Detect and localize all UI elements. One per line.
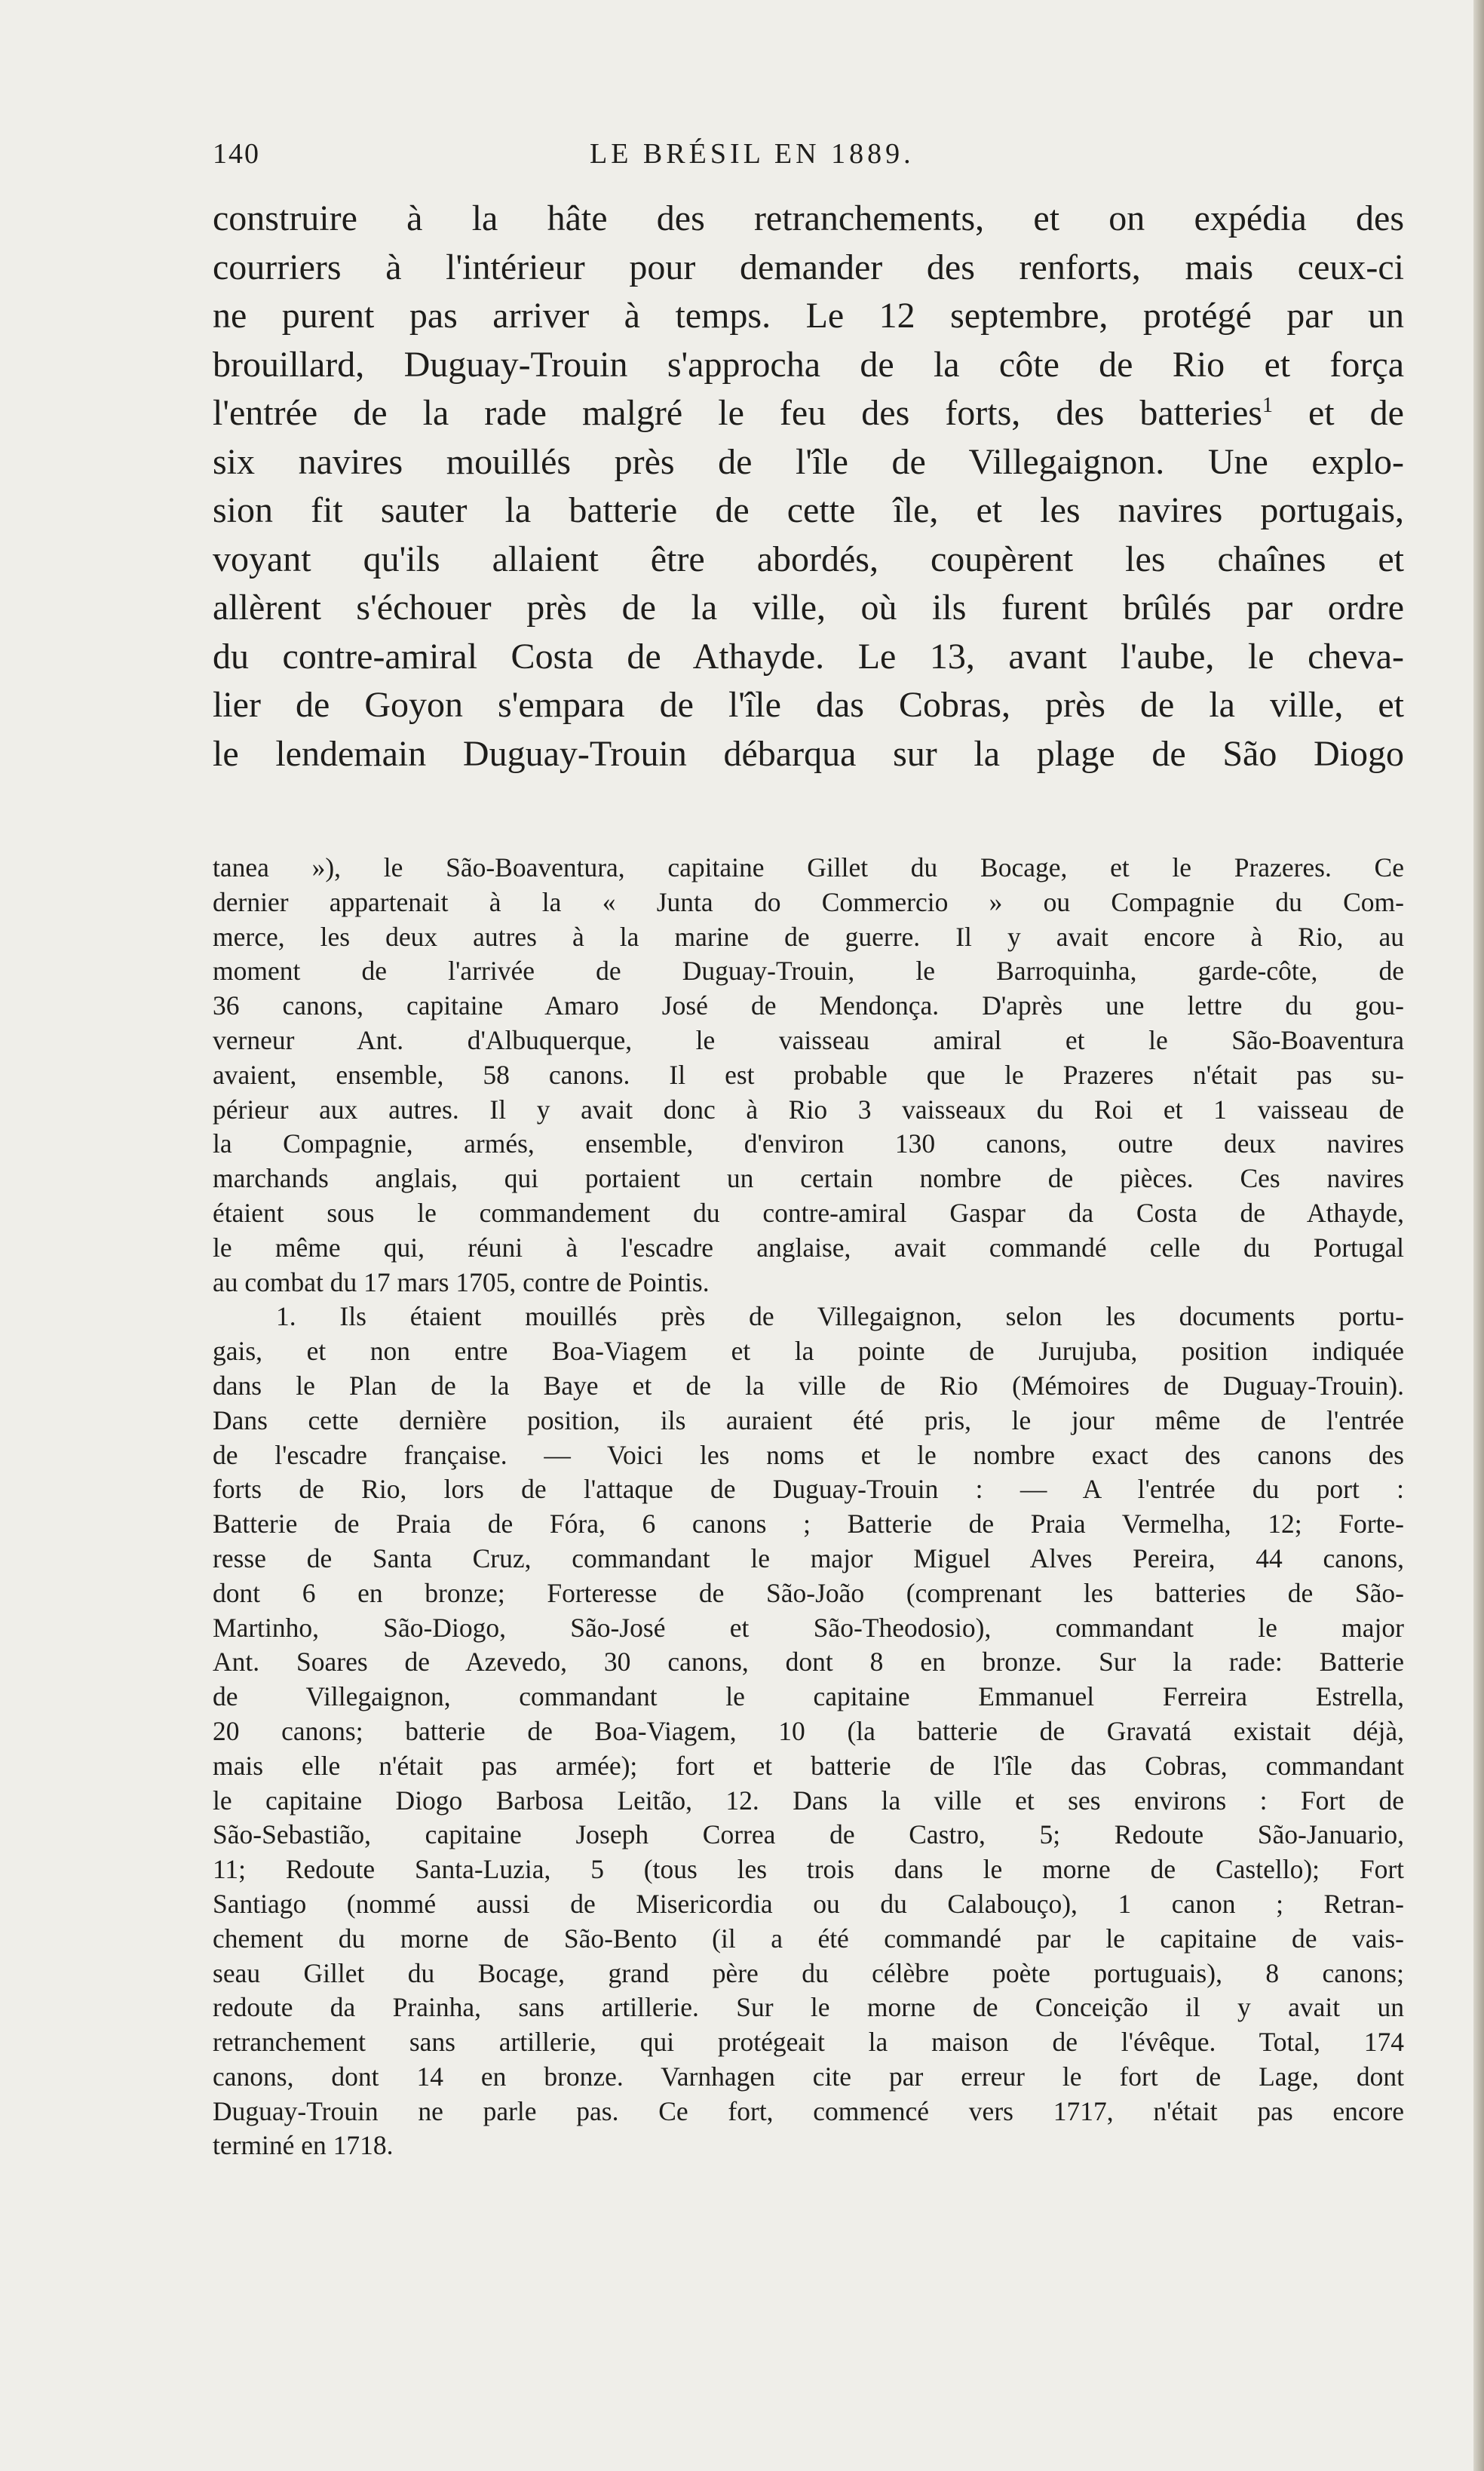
- footnote-line: São-Sebastião, capitaine Joseph Correa de Castro, 5; Redoute São-Januario,: [213, 1819, 1404, 1850]
- note-line: moment de l'arrivée de Duguay-Trouin, le Barroquinha, garde-côte, de: [213, 956, 1404, 987]
- main-line: voyant qu'ils allaient être abordés, coupèrent les chaînes et: [213, 539, 1404, 579]
- footnote-line: forts de Rio, lors de l'attaque de Duguay-Trouin : — A l'entrée du port :: [213, 1474, 1404, 1505]
- page-number: 140: [213, 138, 260, 170]
- footnote-reference: 1: [1262, 394, 1273, 417]
- main-text: [213, 195, 1404, 778]
- footnote-line: dans le Plan de la Baye et de la ville de Rio (Mémoires de Duguay-Trouin).: [213, 1370, 1404, 1401]
- footnote-line: Santiago (nommé aussi de Misericordia ou du Calabouço), 1 canon ; Retran-: [213, 1888, 1404, 1919]
- footnote-line: terminé en 1718.: [213, 2130, 394, 2161]
- main-line: six navires mouillés près de l'île de Villegaignon. Une explo-: [213, 441, 1404, 482]
- footnote-line: retranchement sans artillerie, qui protégeait la maison de l'évêque. Total, 174: [213, 2027, 1404, 2058]
- footnote-line: Martinho, São-Diogo, São-José et São-Theodosio), commandant le major: [213, 1612, 1404, 1643]
- footnote-line: le capitaine Diogo Barbosa Leitão, 12. Dans la ville et ses environs : Fort de: [213, 1785, 1404, 1816]
- main-line: sion fit sauter la batterie de cette île, et les navires portugais,: [213, 490, 1404, 530]
- footnote-line: resse de Santa Cruz, commandant le major Miguel Alves Pereira, 44 canons,: [213, 1542, 1404, 1573]
- footnote-line: Dans cette dernière position, ils auraient été pris, le jour même de l'entrée: [213, 1404, 1404, 1435]
- footnote-line: seau Gillet du Bocage, grand père du célèbre poète portuguais), 8 canons;: [213, 1957, 1404, 1988]
- footnote-line: chement du morne de São-Bento (il a été commandé par le capitaine de vais-: [213, 1923, 1404, 1954]
- footnote-1: [213, 1300, 1404, 2163]
- footnote-line: de l'escadre française. — Voici les noms et le nombre exact des canons des: [213, 1439, 1404, 1470]
- footnote-line: Duguay-Trouin ne parle pas. Ce fort, commencé vers 1717, n'était pas encore: [213, 2095, 1404, 2126]
- main-line: courriers à l'intérieur pour demander des renforts, mais ceux-ci: [213, 247, 1404, 287]
- footnote-line: mais elle n'était pas armée); fort et batterie de l'île das Cobras, commandant: [213, 1750, 1404, 1781]
- main-line: lier de Goyon s'empara de l'île das Cobras, près de la ville, et: [213, 685, 1404, 725]
- note-line: la Compagnie, armés, ensemble, d'environ 130 canons, outre deux navires: [213, 1128, 1404, 1159]
- footnote-line: redoute da Prainha, sans artillerie. Sur le morne de Conceição il y avait un: [213, 1992, 1404, 2023]
- note-line: 36 canons, capitaine Amaro José de Mendonça. D'après une lettre du gou-: [213, 990, 1404, 1021]
- footnote-line: 11; Redoute Santa-Luzia, 5 (tous les trois dans le morne de Castello); Fort: [213, 1854, 1404, 1885]
- main-line: le lendemain Duguay-Trouin débarqua sur la plage de São Diogo: [213, 733, 1404, 774]
- note-line: merce, les deux autres à la marine de guerre. Il y avait encore à Rio, au: [213, 921, 1404, 952]
- main-line: du contre-amiral Costa de Athayde. Le 13, avant l'aube, le cheva-: [213, 636, 1404, 677]
- continued-note: [213, 851, 1404, 1300]
- main-line: brouillard, Duguay-Trouin s'approcha de la côte de Rio et força: [213, 344, 1404, 385]
- page-edge-shadow: [1473, 0, 1484, 2471]
- main-line: allèrent s'échouer près de la ville, où ils furent brûlés par ordre: [213, 588, 1404, 628]
- footnote-line: gais, et non entre Boa-Viagem et la pointe de Jurujuba, position indiquée: [213, 1336, 1404, 1367]
- note-line: verneur Ant. d'Albuquerque, le vaisseau amiral et le São-Boaventura: [213, 1024, 1404, 1055]
- note-line: périeur aux autres. Il y avait donc à Rio 3 vaisseaux du Roi et 1 vaisseau de: [213, 1094, 1404, 1125]
- note-line: le même qui, réuni à l'escadre anglaise, avait commandé celle du Portugal: [213, 1232, 1404, 1263]
- main-line-with-note-ref: [213, 389, 1404, 438]
- note-line: dernier appartenait à la « Junta do Commercio » ou Compagnie du Com-: [213, 886, 1404, 917]
- note-line: au combat du 17 mars 1705, contre de Pointis.: [213, 1266, 710, 1297]
- footnote-line: Batterie de Praia de Fóra, 6 canons ; Batterie de Praia Vermelha, 12; Forte-: [213, 1509, 1404, 1539]
- footnote-line: de Villegaignon, commandant le capitaine Emmanuel Ferreira Estrella,: [213, 1681, 1404, 1712]
- footnote-line: 1. Ils étaient mouillés près de Villegaignon, selon les documents portu-: [276, 1301, 1404, 1332]
- running-title: LE BRÉSIL EN 1889.: [590, 138, 915, 170]
- main-line-part: et de: [1272, 393, 1404, 433]
- main-line: ne purent pas arriver à temps. Le 12 septembre, protégé par un: [213, 296, 1404, 336]
- footnote-line: dont 6 en bronze; Forteresse de São-João (comprenant les batteries de São-: [213, 1577, 1404, 1608]
- footnote-line: 20 canons; batterie de Boa-Viagem, 10 (la batterie de Gravatá existait déjà,: [213, 1715, 1404, 1746]
- note-line: étaient sous le commandement du contre-amiral Gaspar da Costa de Athayde,: [213, 1197, 1404, 1228]
- note-line: avaient, ensemble, 58 canons. Il est probable que le Prazeres n'était pas su-: [213, 1059, 1404, 1090]
- notes-section: [213, 851, 1404, 2163]
- footnote-line: canons, dont 14 en bronze. Varnhagen cite par erreur le fort de Lage, dont: [213, 2061, 1404, 2092]
- main-line: construire à la hâte des retranchements, et on expédia des: [213, 198, 1404, 238]
- note-line: tanea »), le São-Boaventura, capitaine Gillet du Bocage, et le Prazeres. Ce: [213, 852, 1404, 882]
- note-line: marchands anglais, qui portaient un certain nombre de pièces. Ces navires: [213, 1163, 1404, 1194]
- main-line-part: l'entrée de la rade malgré le feu des forts, des batteries: [213, 393, 1262, 433]
- footnote-line: Ant. Soares de Azevedo, 30 canons, dont 8 en bronze. Sur la rade: Batterie: [213, 1647, 1404, 1678]
